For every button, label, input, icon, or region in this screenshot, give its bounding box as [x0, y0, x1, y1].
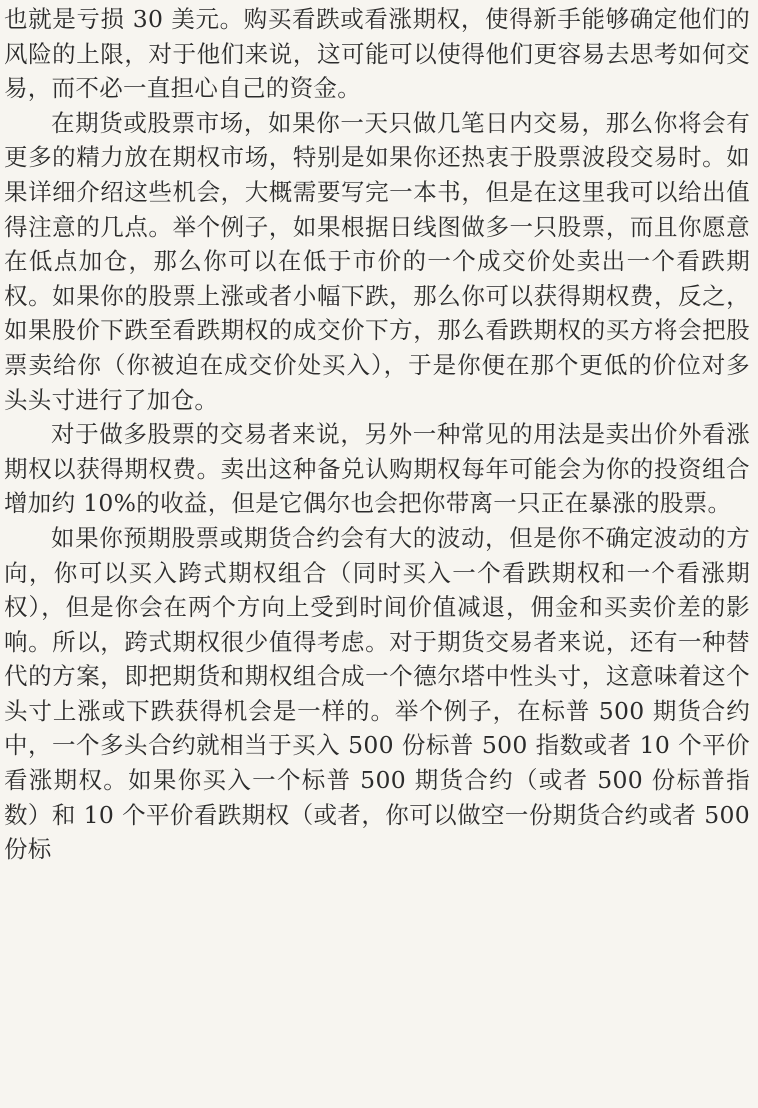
- paragraph-3: 对于做多股票的交易者来说，另外一种常见的用法是卖出价外看涨期权以获得期权费。卖出这种备兑认购期权每年可能会为你的投资组合增加约 10%的收益，但是它偶尔也会把你带离一只正在暴涨的股票。: [4, 420, 750, 518]
- paragraph-2: 在期货或股票市场，如果你一天只做几笔日内交易，那么你将会有更多的精力放在期权市场，特别是如果你还热衷于股票波段交易时。如果详细介绍这些机会，大概需要写完一本书，但是在这里我可以给出值得注意的几点。举个例子，如果根据日线图做多一只股票，而且你愿意在低点加仓，那么你可以在低于市价的一个成交价处卖出一个看跌期权。如果你的股票上涨或者小幅下跌，那么你可以获得期权费，反之，如果股价下跌至看跌期权的成交价下方，那么看跌期权的买方将会把股票卖给你（你被迫在成交价处买入），于是你便在那个更低的价位对多头头寸进行了加仓。: [4, 108, 750, 414]
- paragraph-1: 也就是亏损 30 美元。购买看跌或看涨期权，使得新手能够确定他们的风险的上限，对于他们来说，这可能可以使得他们更容易去思考如何交易，而不必一直担心自己的资金。: [4, 5, 750, 103]
- paragraph-4: 如果你预期股票或期货合约会有大的波动，但是你不确定波动的方向，你可以买入跨式期权组合（同时买入一个看跌期权和一个看涨期权），但是你会在两个方向上受到时间价值减退，佣金和买卖价差的影响。所以，跨式期权很少值得考虑。对于期货交易者来说，还有一种替代的方案，即把期货和期权组合成一个德尔塔中性头寸，这意味着这个头寸上涨或下跌获得机会是一样的。举个例子，在标普 500 期货合约中，一个多头合约就相当于买入 500 份标普 500 指数或者 10 个平价看涨期权。如果你买入一个标普 500 期货合约（或者 500 份标普指数）和 10 个平价看跌期权（或者，你可以做空一份期货合约或者 500 份标: [4, 523, 750, 864]
